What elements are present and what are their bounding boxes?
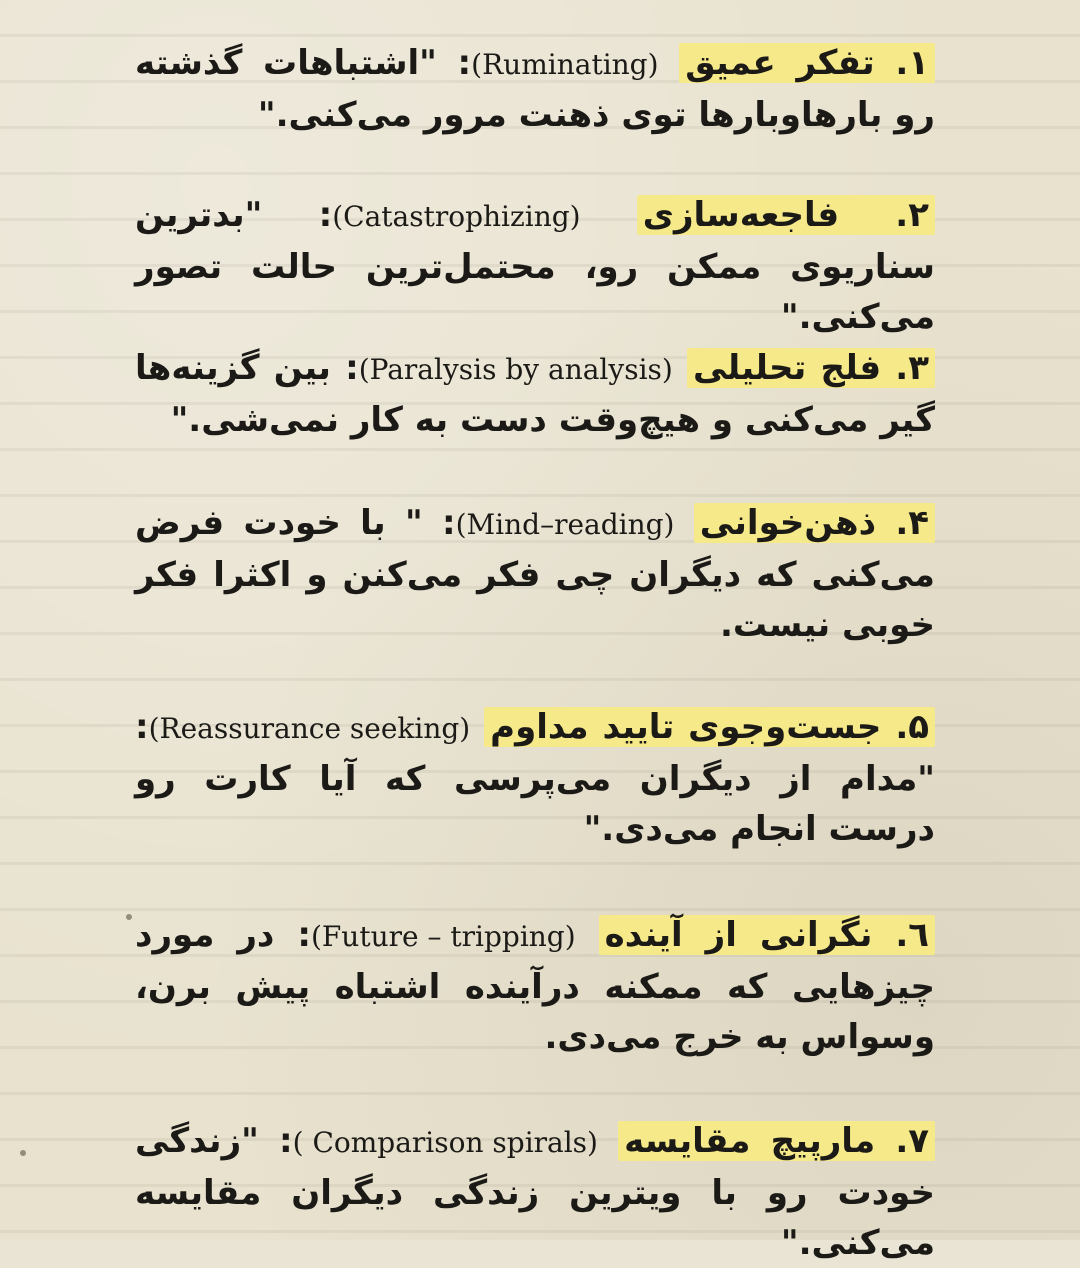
item-number: ٦. — [895, 915, 930, 955]
item-term: ذهن‌خوانی — [699, 503, 877, 543]
list-item-4 — [135, 498, 935, 650]
item-term: نگرانی از آینده — [604, 915, 873, 955]
list-item-1 — [135, 38, 935, 140]
english-term: (Future – tripping) — [310, 920, 576, 953]
english-term: (Mind–reading) — [455, 508, 675, 541]
english-term: (Reassurance seeking) — [148, 712, 471, 745]
list-item-5 — [135, 702, 935, 854]
item-body: : بین گزینه‌ها گیر می‌کنی و هیچ‌وقت دست به کار نمی‌شی." — [135, 348, 935, 440]
list-item-6 — [135, 910, 935, 1062]
item-body: : "اشتباهات گذشته رو بارهاوبارها توی ذهنت مرور می‌کنی." — [135, 43, 935, 135]
ink-speck — [20, 1150, 26, 1156]
item-body: : "مدام از دیگران می‌پرسی که آیا کارت رو درست انجام می‌دی." — [135, 707, 935, 849]
english-term: (Catastrophizing) — [332, 200, 581, 233]
highlighted-term — [618, 1121, 935, 1161]
item-number: ۴. — [895, 503, 929, 543]
item-number: ۷. — [895, 1121, 929, 1161]
highlighted-term — [687, 348, 935, 388]
highlighted-term — [679, 43, 935, 83]
item-number: ۵. — [895, 707, 930, 747]
list-item-2 — [135, 190, 935, 342]
item-number: ۳. — [895, 348, 929, 388]
item-term: فلج تحلیلی — [693, 348, 882, 388]
item-number: ۲. — [895, 195, 929, 235]
list-item-3 — [135, 343, 935, 445]
item-body: : "زندگی خودت رو با ویترین زندگی دیگران مقایسه می‌کنی." — [135, 1121, 935, 1263]
item-body: : " با خودت فرض می‌کنی که دیگران چی فکر می‌کنن و اکثرا فکر خوبی نیست. — [135, 503, 935, 645]
ink-speck — [126, 914, 132, 920]
highlighted-term — [694, 503, 935, 543]
english-term: ( Comparison spirals) — [292, 1126, 598, 1159]
item-term: جست‌وجوی تایید مداوم — [490, 707, 882, 747]
highlighted-term — [599, 915, 935, 955]
item-body: : در مورد چیزهایی که ممکنه درآینده اشتباه پیش برن، وسواس به خرج می‌دی. — [135, 915, 935, 1057]
highlighted-term — [484, 707, 935, 747]
highlighted-term — [637, 195, 935, 235]
english-term: (Paralysis by analysis) — [358, 353, 673, 386]
item-term: تفکر عمیق — [685, 43, 875, 83]
item-term: فاجعه‌سازی — [642, 195, 840, 235]
item-term: مارپیچ مقایسه — [624, 1121, 876, 1161]
item-number: ۱. — [895, 43, 930, 83]
list-item-7 — [135, 1116, 935, 1268]
english-term: (Ruminating) — [471, 48, 659, 81]
item-body: : "بدترین سناریوی ممکن رو، محتمل‌ترین حالت تصور می‌کنی." — [135, 195, 935, 337]
